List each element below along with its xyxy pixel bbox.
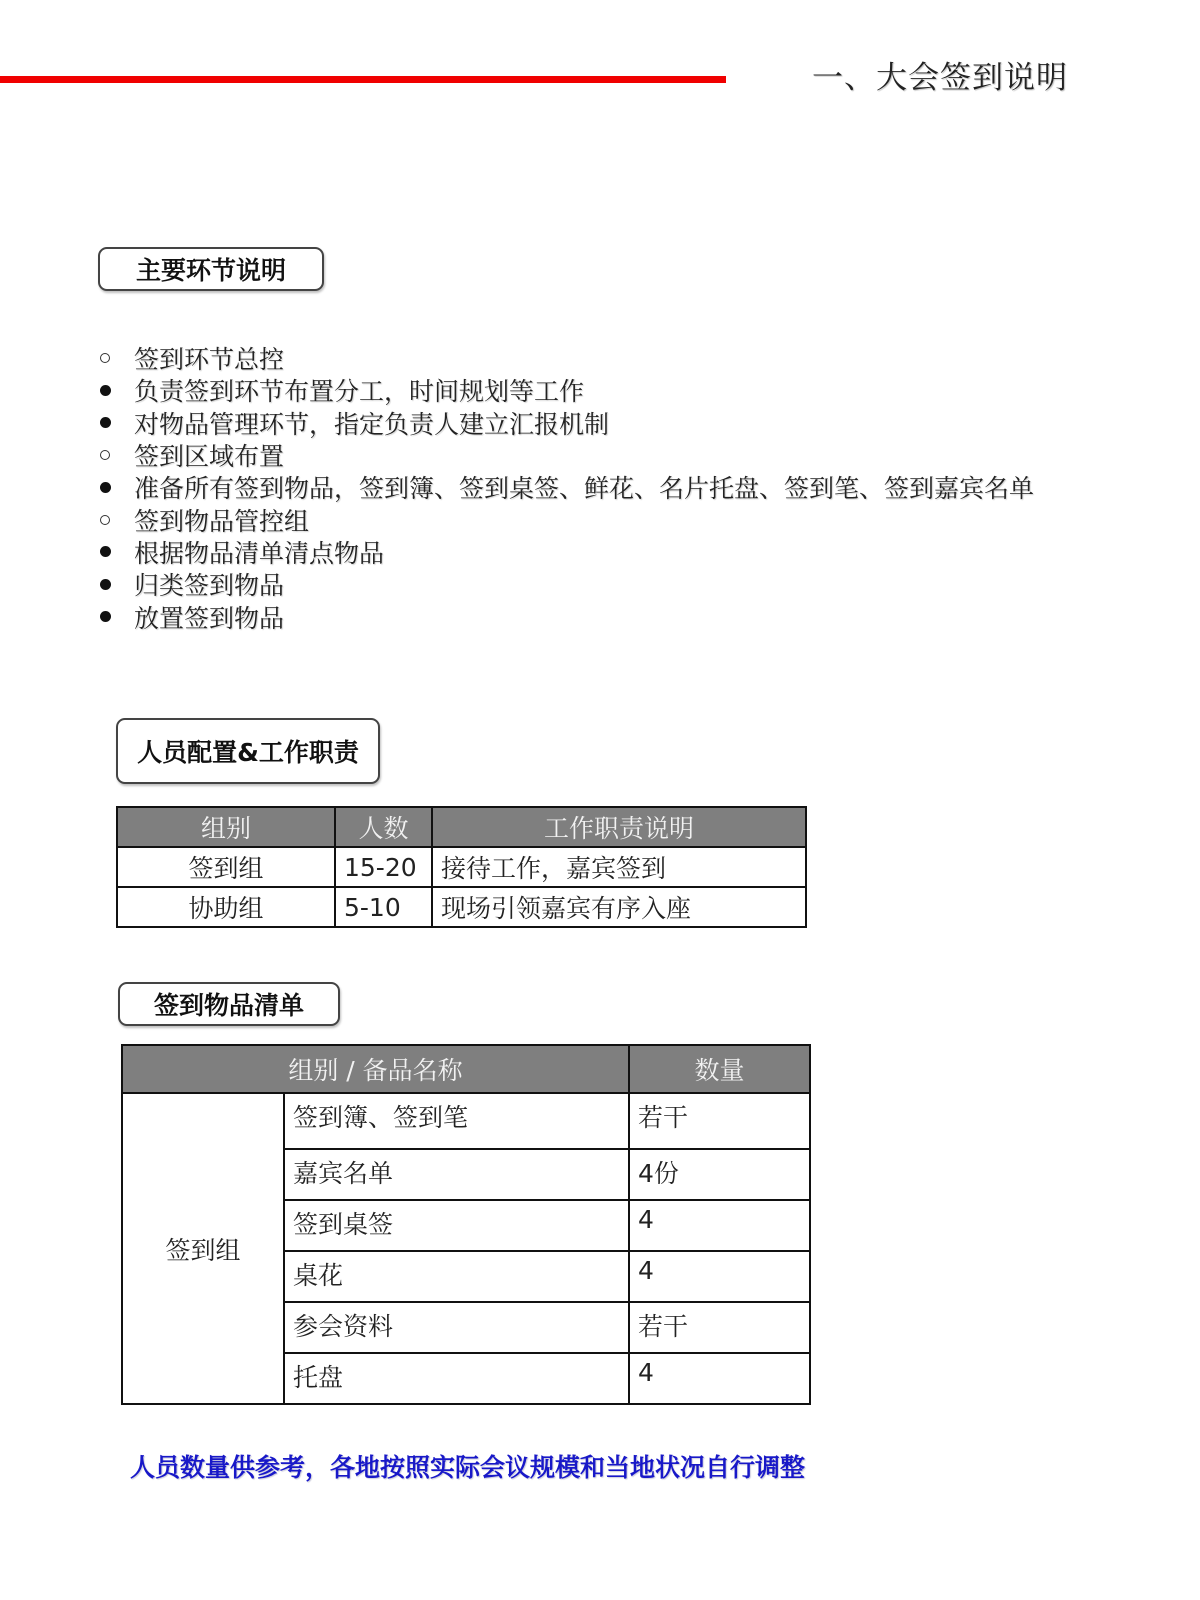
filled-bullet-icon [100, 611, 111, 622]
table-row [117, 887, 806, 927]
table-row [122, 1093, 810, 1149]
cell-item-name: 嘉宾名单 [284, 1149, 629, 1200]
filled-bullet-icon [100, 417, 111, 428]
filled-bullet-icon [100, 482, 111, 493]
cell-headcount: 15-20 [335, 847, 432, 887]
cell-quantity: 4份 [629, 1149, 810, 1200]
table-header-row [122, 1045, 810, 1093]
list-item-text: 准备所有签到物品，签到簿、签到桌签、鲜花、名片托盘、签到笔、签到嘉宾名单 [134, 474, 1035, 504]
list-item-text: 放置签到物品 [134, 603, 285, 633]
cell-item-name: 桌花 [284, 1251, 629, 1302]
section-title-main-steps: 主要环节说明 [98, 247, 324, 291]
list-item-text: 对物品管理环节，指定负责人建立汇报机制 [134, 409, 610, 439]
staffing-table [116, 806, 807, 928]
filled-bullet-icon [100, 579, 111, 590]
section-title-checklist: 签到物品清单 [118, 982, 340, 1026]
cell-quantity: 若干 [629, 1093, 810, 1149]
list-item-text: 签到区域布置 [134, 442, 285, 472]
column-header-quantity: 数量 [629, 1045, 810, 1093]
cell-quantity: 4 [629, 1200, 810, 1251]
cell-item-name: 签到桌签 [284, 1200, 629, 1251]
list-item [98, 374, 1034, 406]
checklist-table [121, 1044, 811, 1405]
cell-headcount: 5-10 [335, 887, 432, 927]
section-title-staffing: 人员配置&工作职责 [116, 718, 380, 784]
column-header-headcount: 人数 [335, 807, 432, 847]
cell-duties: 接待工作，嘉宾签到 [432, 847, 806, 887]
hollow-bullet-icon [100, 450, 110, 460]
list-item [98, 342, 1034, 374]
main-steps-list [98, 342, 1034, 633]
list-item-text: 根据物品清单清点物品 [134, 538, 385, 568]
cell-item-name: 签到簿、签到笔 [284, 1093, 629, 1149]
column-header-duties: 工作职责说明 [432, 807, 806, 847]
cell-item-name: 托盘 [284, 1353, 629, 1404]
table-row [117, 847, 806, 887]
column-header-group: 组别 [117, 807, 335, 847]
page-title: 一、大会签到说明 [812, 60, 1068, 96]
list-item-text: 签到物品管控组 [134, 506, 310, 536]
header-red-rule [0, 76, 726, 83]
hollow-bullet-icon [100, 515, 110, 525]
table-header-row [117, 807, 806, 847]
cell-quantity: 若干 [629, 1302, 810, 1353]
cell-duties: 现场引领嘉宾有序入座 [432, 887, 806, 927]
filled-bullet-icon [100, 385, 111, 396]
list-item [98, 407, 1034, 439]
list-item-text: 负责签到环节布置分工，时间规划等工作 [134, 377, 585, 407]
cell-group: 签到组 [122, 1093, 284, 1404]
list-item-text: 签到环节总控 [134, 345, 285, 375]
cell-group: 协助组 [117, 887, 335, 927]
footer-note: 人员数量供参考，各地按照实际会议规模和当地状况自行调整 [130, 1453, 806, 1482]
column-header-item-name: 组别 / 备品名称 [122, 1045, 629, 1093]
cell-quantity: 4 [629, 1251, 810, 1302]
list-item [98, 503, 1034, 535]
hollow-bullet-icon [100, 353, 110, 363]
cell-item-name: 参会资料 [284, 1302, 629, 1353]
cell-group: 签到组 [117, 847, 335, 887]
list-item [98, 536, 1034, 568]
list-item-text: 归类签到物品 [134, 571, 285, 601]
list-item [98, 600, 1034, 632]
list-item [98, 439, 1034, 471]
cell-quantity: 4 [629, 1353, 810, 1404]
list-item [98, 471, 1034, 503]
list-item [98, 568, 1034, 600]
filled-bullet-icon [100, 546, 111, 557]
